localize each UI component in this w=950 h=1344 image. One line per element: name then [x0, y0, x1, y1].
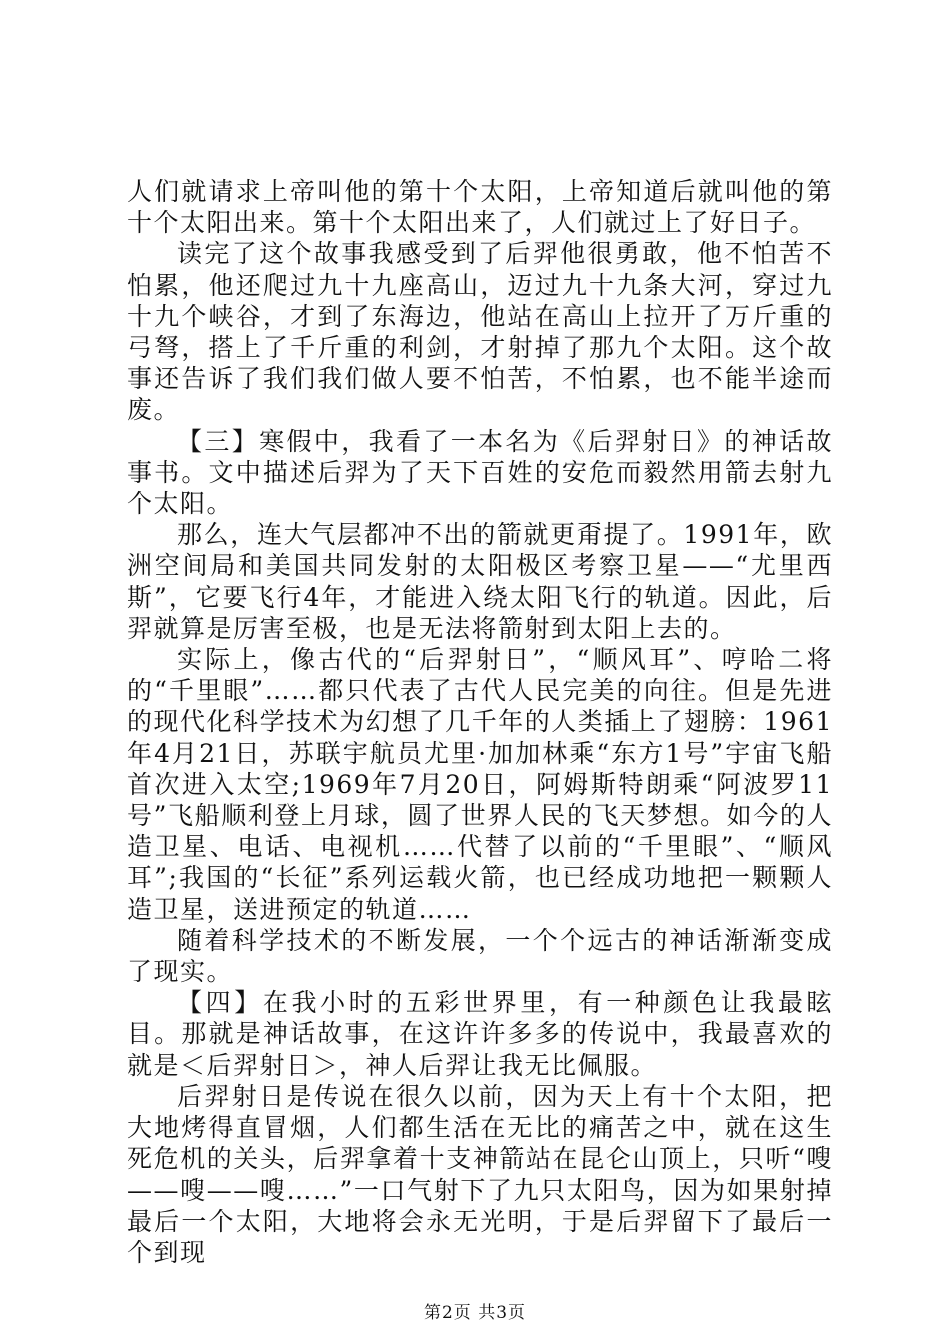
- paragraph-8: 后羿射日是传说在很久以前，因为天上有十个太阳，把大地烤得直冒烟，人们都生活在无比的痛苦之中，就在这生死危机的关头，后羿拿着十支神箭站在昆仑山顶上，只听“嗖——嗖——嗖……”一口气射下了九只太阳鸟，因为如果射掉最后一个太阳，大地将会永无光明，于是后羿留下了最后一个到现: [127, 1081, 833, 1267]
- page-footer: 第2页 共3页: [423, 1303, 527, 1323]
- paragraph-3: 【三】寒假中，我看了一本名为《后羿射日》的神话故事书。文中描述后羿为了天下百姓的安危而毅然用箭去射九个太阳。: [127, 426, 833, 519]
- paragraph-6: 随着科学技术的不断发展，一个个远古的神话渐渐变成了现实。: [127, 925, 833, 987]
- paragraph-1: 人们就请求上帝叫他的第十个太阳，上帝知道后就叫他的第十个太阳出来。第十个太阳出来了，人们就过上了好日子。: [127, 177, 833, 238]
- paragraph-4: 那么，连大气层都冲不出的箭就更甭提了。1991年，欧洲空间局和美国共同发射的太阳极区考察卫星——“尤里西斯”，它要飞行4年，才能进入绕太阳飞行的轨道。因此，后羿就算是厉害至极，也是无法将箭射到太阳上去的。: [127, 520, 834, 643]
- paragraph-7: 【四】在我小时的五彩世界里，有一种颜色让我最眩目。那就是神话故事，在这许许多多的传说中，我最喜欢的就是＜后羿射日＞，神人后羿让我无比佩服。: [127, 988, 833, 1080]
- document-body: [127, 176, 833, 1268]
- paragraph-2: 读完了这个故事我感受到了后羿他很勇敢，他不怕苦不怕累，他还爬过九十九座高山，迈过九十九条大河，穿过九十九个峡谷，才到了东海边，他站在高山上拉开了万斤重的弓弩，搭上了千斤重的利剑，才射掉了那九个太阳。这个故事还告诉了我们我们做人要不怕苦，不怕累，也不能半途而废。: [127, 239, 833, 425]
- paragraph-5: 实际上，像古代的“后羿射日”，“顺风耳”、哼哈二将的“千里眼”……都只代表了古代人民完美的向往。但是先进的现代化科学技术为幻想了几千年的人类插上了翅膀：1961年4月21日，苏联宇航员尤里·加加林乘“东方1号”宇宙飞船首次进入太空;1969年7月20日，阿姆斯特朗乘“阿波罗11号”飞船顺利登上月球，圆了世界人民的飞天梦想。如今的人造卫星、电话、电视机……代替了以前的“千里眼”、“顺风耳”;我国的“长征”系列运载火箭，也已经成功地把一颗颗人造卫星，送进预定的轨道……: [127, 645, 833, 924]
